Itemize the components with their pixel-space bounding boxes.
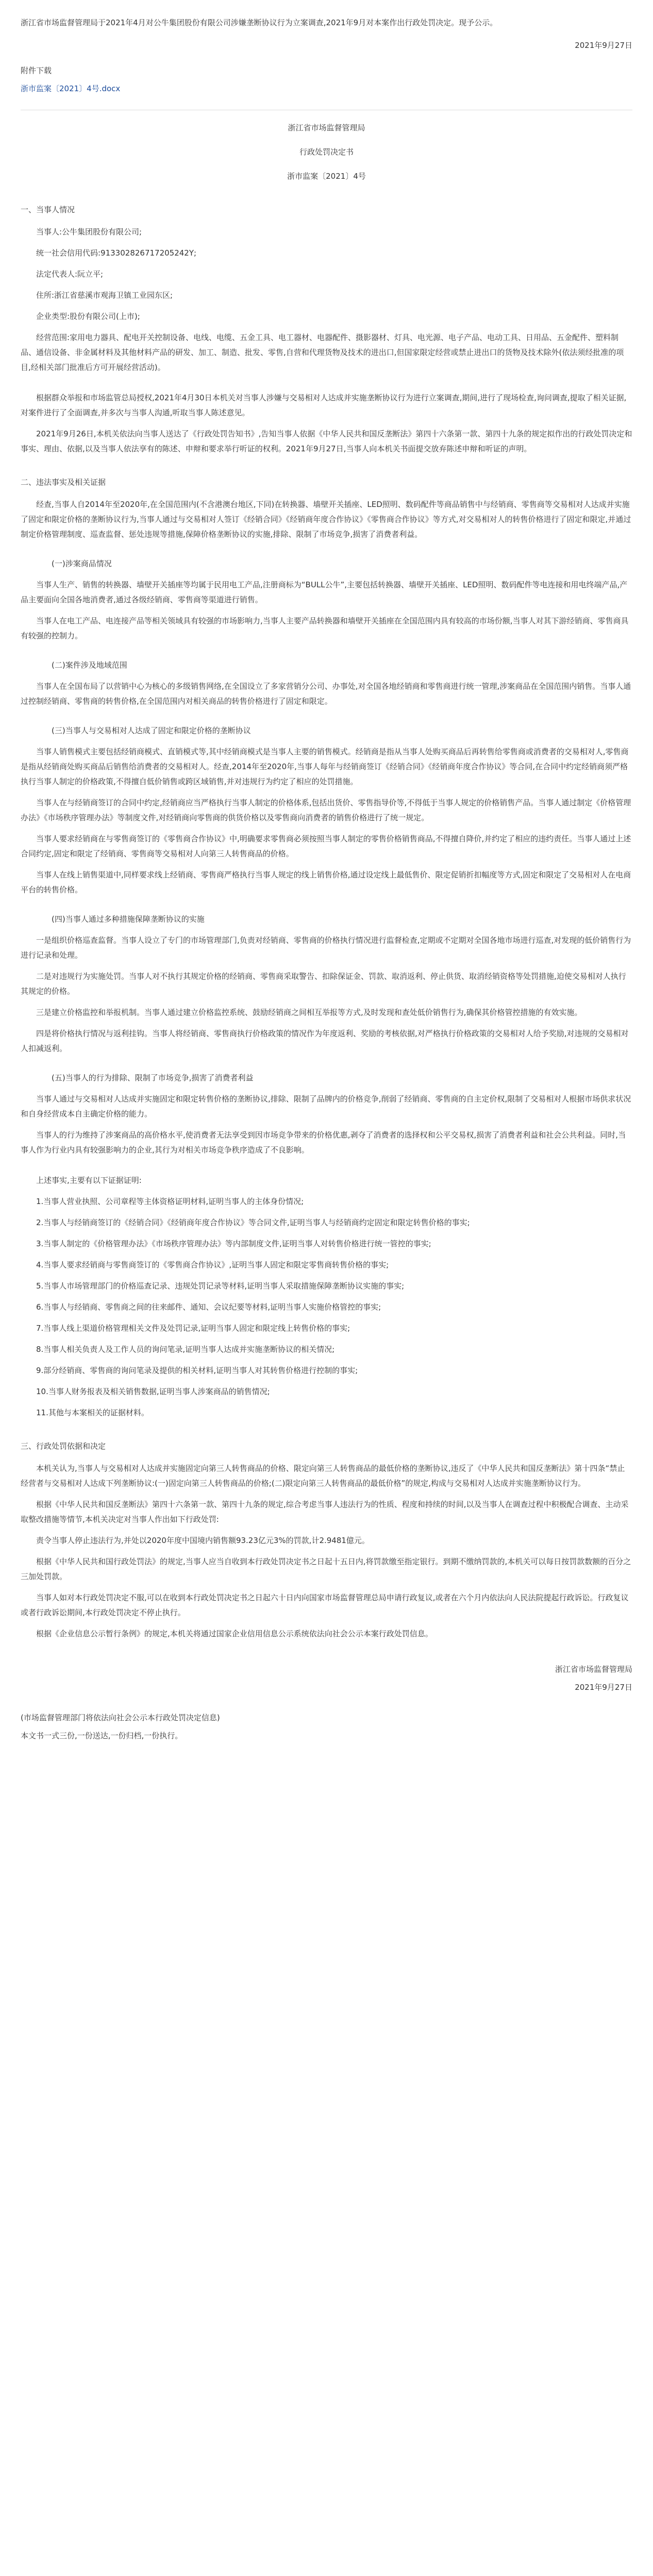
- subsection-title: (四)当事人通过多种措施保障垄断协议的实施: [52, 914, 205, 924]
- subsection-title: (五)当事人的行为排除、限制了市场竞争,损害了消费者利益: [52, 1073, 254, 1082]
- subsection-paragraph: 四是将价格执行情况与返利挂钩。当事人将经销商、零售商执行价格政策的情况作为年度返利、奖励的考核依据,对严格执行价格政策的交易相对人给予奖励,对违规的交易相对人扣减返利。: [21, 1029, 629, 1053]
- evidence-item: 10.当事人财务报表及相关销售数据,证明当事人涉案商品的销售情况;: [36, 1387, 270, 1396]
- footer-line: 本文书一式三份,一份送达,一份归档,一份执行。: [21, 1731, 183, 1740]
- attachment-download-link[interactable]: 浙市监案〔2021〕4号.docx: [21, 84, 121, 93]
- reasoning-paragraph: 本机关认为,当事人与交易相对人达成并实施固定向第三人转售商品的价格、限定向第三人转售商品的最低价格的垄断协议,违反了《中华人民共和国反垄断法》第十四条“禁止经营者与交易相对人达成下列垄断协议:(一)固定向第三人转售商品的价格;(二)限定向第三人转售商品的最低价格”的规定,构成与交易相对人达成并实施垄断协议行为。: [21, 1464, 625, 1488]
- section-title: 二、违法事实及相关证据: [21, 478, 106, 487]
- reasoning-paragraph: 根据《企业信息公示暂行条例》的规定,本机关将通过国家企业信用信息公示系统依法向社会公示本案行政处罚信息。: [36, 1629, 433, 1638]
- evidence-item: 7.当事人线上渠道价格管理相关文件及处罚记录,证明当事人固定和限定线上转售价格的事实;: [36, 1324, 350, 1333]
- subsection: [21, 723, 632, 897]
- subsection: [21, 658, 632, 709]
- party-line: 法定代表人:阮立平;: [36, 269, 104, 279]
- subsection-title: (二)案件涉及地域范围: [52, 660, 127, 670]
- party-line: 企业类型:股份有限公司(上市);: [36, 312, 140, 321]
- subsection: [21, 556, 632, 643]
- party-line: 住所:浙江省慈溪市观海卫镇工业园东区;: [36, 291, 173, 300]
- penalty-paragraph: 责令当事人停止违法行为,并处以2020年度中国境内销售额93.23亿元3%的罚款,计2.9481億元。: [36, 1536, 370, 1545]
- reasoning-section: [21, 1439, 632, 1641]
- evidence-item: 9.部分经销商、零售商的询问笔录及提供的相关材料,证明当事人对其转售价格进行控制的事实;: [36, 1366, 358, 1375]
- facts-section: [21, 475, 632, 542]
- subsection-paragraph: 二是对违规行为实施处罚。当事人对不执行其规定价格的经销商、零售商采取警告、扣除保证金、罚款、取消返利、停止供货、取消经销资格等处罚措施,迫使交易相对人执行其规定的价格。: [21, 972, 626, 996]
- subsection-paragraph: 当事人在全国布局了以营销中心为核心的多级销售网络,在全国设立了多家营销分公司、办事处,对全国各地经销商和零售商进行统一管理,涉案商品在全国范围内销售。当事人通过控制经销商、零售商的转售价格,在全国范围内对相关商品的转售价格进行了固定和限定。: [21, 682, 631, 706]
- signature-date: 2021年9月27日: [575, 1683, 632, 1692]
- subsection: [21, 1071, 632, 1158]
- evidence-item: 5.当事人市场管理部门的价格巡查记录、违规处罚记录等材料,证明当事人采取措施保障垄断协议实施的事实;: [36, 1281, 405, 1291]
- agency-title: 浙江省市场监督管理局: [288, 123, 365, 132]
- party-line: 经营范围:家用电力器具、配电开关控制设备、电线、电缆、五金工具、电工器材、电器配件、摄影器材、灯具、电光源、电子产品、电动工具、日用品、五金配件、塑料制品、通信设备、非金属材料及其他材料产品的研发、加工、制造、批发、零售,自营和代理货物及技术的进出口,但国家限定经营或禁止进出口的货物及技术除外(依法须经批准的项目,经相关部门批准后方可开展经营活动)。: [21, 333, 624, 372]
- subsection-title: (三)当事人与交易相对人达成了固定和限定价格的垄断协议: [52, 726, 251, 735]
- subsection-paragraph: 三是建立价格监控和举报机制。当事人通过建立价格监控系统、鼓励经销商之间相互举报等方式,及时发现和查处低价销售行为,确保其价格管控措施的有效实施。: [36, 1008, 582, 1017]
- subsection-paragraph: 当事人在电工产品、电连接产品等相关领域具有较强的市场影响力,当事人主要产品转换器和墙壁开关插座在全国范围内具有较高的市场份额,当事人对其下游经销商、零售商具有较强的控制力。: [21, 616, 629, 640]
- party-line: 统一社会信用代码:913302826717205242Y;: [36, 248, 197, 258]
- subsection-paragraph: 当事人销售模式主要包括经销商模式、直销模式等,其中经销商模式是当事人主要的销售模式。经销商是指从当事人处购买商品后再转售给零售商或消费者的交易相对人,零售商是指从经销商处购买商品后销售给消费者的交易相对人。经查,2014年至2020年,当事人每年与经销商签订《经销合同》《经销商年度合作协议》等合同,在合同中约定经销商须严格执行当事人制定的价格政策,不得擅自低价销售或跨区域销售,并对违规行为约定了相应的处罚措施。: [21, 747, 629, 786]
- reasoning-paragraph: 根据《中华人民共和国行政处罚法》的规定,当事人应当自收到本行政处罚决定书之日起十五日内,将罚款缴至指定银行。到期不缴纳罚款的,本机关可以每日按罚款数额的百分之三加处罚款。: [21, 1557, 631, 1581]
- subsection-paragraph: 当事人在与经销商签订的合同中约定,经销商应当严格执行当事人制定的价格体系,包括出货价、零售指导价等,不得低于当事人规定的价格销售产品。当事人通过制定《价格管理办法》《市场秩序管理办法》等制度文件,对经销商向零售商的供货价格以及零售商向消费者的销售价格进行了统一规定。: [21, 798, 631, 822]
- footer-line: (市场监督管理部门将依法向社会公示本行政处罚决定信息): [21, 1713, 220, 1722]
- evidence-section: [21, 1173, 632, 1420]
- subsection: [21, 912, 632, 1056]
- doc-type-title: 行政处罚决定书: [299, 147, 354, 157]
- process-paragraph: 2021年9月26日,本机关依法向当事人送达了《行政处罚告知书》,告知当事人依据《中华人民共和国反垄断法》第四十六条第一款、第四十九条的规定拟作出的行政处罚决定和事实、理由、依据,以及当事人依法享有的陈述、申辩和要求举行听证的权利。2021年9月27日,当事人向本机关书面提交放弃陈述申辩和听证的声明。: [21, 429, 632, 453]
- evidence-item: 1.当事人营业执照、公司章程等主体资格证明材料,证明当事人的主体身份情况;: [36, 1197, 304, 1206]
- facts-paragraph: 经查,当事人自2014年至2020年,在全国范围内(不含港澳台地区,下同)在转换器、墙壁开关插座、LED照明、数码配件等商品销售中与经销商、零售商等交易相对人达成并实施了固定和限定价格的垄断协议行为,当事人通过与交易相对人签订《经销合同》《经销商年度合作协议》《零售商合作协议》等方式,对交易相对人的转售价格进行了固定和限定,并通过制定价格管理制度、巡查监督、惩处违规等措施,保障价格垄断协议的实施,排除、限制了市场竞争,损害了消费者利益。: [21, 500, 631, 539]
- party-line: 当事人:公牛集团股份有限公司;: [36, 227, 142, 236]
- subsection-paragraph: 当事人在线上销售渠道中,同样要求线上经销商、零售商严格执行当事人规定的线上销售价格,通过设定线上最低售价、限定促销折扣幅度等方式,固定和限定了交易相对人在电商平台的转售价格。: [21, 870, 631, 894]
- section-title: 一、当事人情况: [21, 205, 75, 214]
- process-paragraph: 根据群众举报和市场监管总局授权,2021年4月30日本机关对当事人涉嫌与交易相对人达成并实施垄断协议行为进行立案调查,期间,进行了现场检查,询问调查,提取了相关证据,对案件进行了全面调查,并多次与当事人沟通,听取当事人陈述意见。: [21, 393, 627, 417]
- reasoning-paragraph: 根据《中华人民共和国反垄断法》第四十六条第一款、第四十九条的规定,综合考虑当事人违法行为的性质、程度和持续的时间,以及当事人在调查过程中积极配合调查、主动采取整改措施等情节,本机关决定对当事人作出如下行政处罚:: [21, 1500, 629, 1524]
- subsection-title: (一)涉案商品情况: [52, 559, 112, 568]
- evidence-item: 8.当事人相关负责人及工作人员的询问笔录,证明当事人达成并实施垄断协议的相关情况;: [36, 1345, 335, 1354]
- signature-agency: 浙江省市场监督管理局: [555, 1665, 632, 1674]
- attachment-label: 附件下载: [21, 66, 52, 75]
- doc-number: 浙市监案〔2021〕4号: [287, 172, 366, 181]
- process-section: [21, 391, 632, 456]
- evidence-item: 11.其他与本案相关的证据材料。: [36, 1408, 149, 1417]
- evidence-item: 3.当事人制定的《价格管理办法》《市场秩序管理办法》等内部制度文件,证明当事人对转售价格进行统一管控的事实;: [36, 1239, 431, 1248]
- subsection-paragraph: 当事人的行为维持了涉案商品的高价格水平,使消费者无法享受到因市场竞争带来的价格优惠,剥夺了消费者的选择权和公平交易权,损害了消费者利益和社会公共利益。同时,当事人作为行业内具有较强影响力的企业,其行为对相关市场竞争秩序造成了不良影响。: [21, 1130, 626, 1155]
- attachment-block: [21, 63, 632, 96]
- evidence-intro: 上述事实,主要有以下证据证明:: [36, 1176, 142, 1185]
- subsection-paragraph: 当事人要求经销商在与零售商签订的《零售商合作协议》中,明确要求零售商必须按照当事人制定的零售价格销售商品,不得擅自降价,并约定了相应的违约责任。当事人通过上述合同约定,固定和限定了经销商、零售商等交易相对人向第三人转售商品的价格。: [21, 834, 631, 858]
- subsection-paragraph: 当事人通过与交易相对人达成并实施固定和限定转售价格的垄断协议,排除、限制了品牌内的价格竞争,削弱了经销商、零售商的自主定价权,限制了交易相对人根据市场供求状况和自身经营成本自主确定价格的能力。: [21, 1094, 631, 1118]
- intro-text: 浙江省市场监督管理局于2021年4月对公牛集团股份有限公司涉嫌垄断协议行为立案调查,2021年9月对本案作出行政处罚决定。现予公示。: [21, 18, 498, 27]
- evidence-item: 6.当事人与经销商、零售商之间的往来邮件、通知、会议纪要等材料,证明当事人实施价格管控的事实;: [36, 1302, 381, 1312]
- document-page: [21, 0, 632, 1747]
- subsection-paragraph: 当事人生产、销售的转换器、墙壁开关插座等均属于民用电工产品,注册商标为“BULL公牛”,主要包括转换器、墙壁开关插座、LED照明、数码配件等电连接和用电终端产品,产品主要面向全国各地消费者,通过各级经销商、零售商等渠道进行销售。: [21, 580, 628, 604]
- reasoning-paragraph: 当事人如对本行政处罚决定不服,可以在收到本行政处罚决定书之日起六十日内向国家市场监督管理总局申请行政复议,或者在六个月内依法向人民法院提起行政诉讼。行政复议或者行政诉讼期间,本行政处罚决定不停止执行。: [21, 1593, 629, 1617]
- subsection-paragraph: 一是组织价格巡查监督。当事人设立了专门的市场管理部门,负责对经销商、零售商的价格执行情况进行监督检查,定期或不定期对全国各地市场进行巡查,对发现的低价销售行为进行记录和处理。: [21, 936, 631, 960]
- publish-date: 2021年9月27日: [575, 41, 632, 50]
- section-title: 三、行政处罚依据和决定: [21, 1442, 106, 1451]
- party-section: [21, 202, 632, 375]
- evidence-item: 4.当事人要求经销商与零售商签订的《零售商合作协议》,证明当事人固定和限定零售商转售价格的事实;: [36, 1260, 389, 1269]
- evidence-item: 2.当事人与经销商签订的《经销合同》《经销商年度合作协议》等合同文件,证明当事人与经销商约定固定和限定转售价格的事实;: [36, 1218, 470, 1227]
- footer-notes: [21, 1710, 632, 1743]
